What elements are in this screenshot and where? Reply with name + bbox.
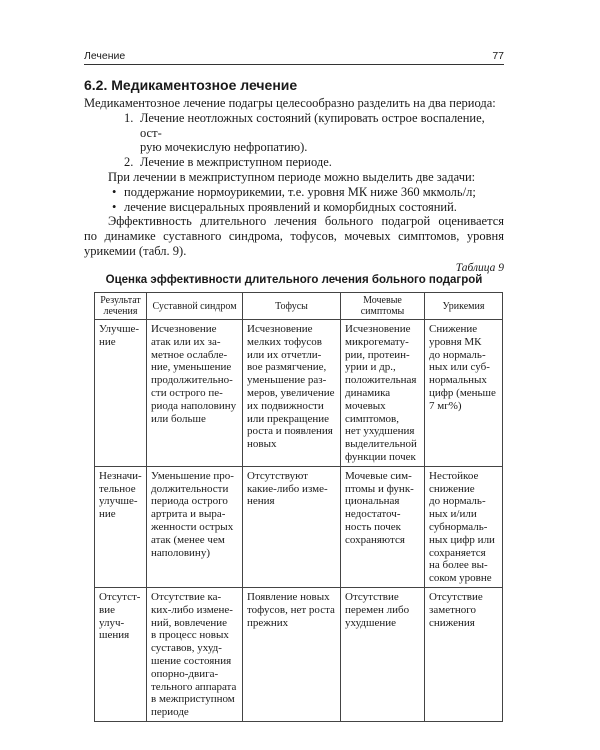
header-line: Результат — [100, 295, 141, 306]
cell-line: динамика — [345, 386, 391, 399]
cell-line: до нормаль- — [429, 348, 486, 361]
cell-line: циональная — [345, 495, 400, 508]
list-item — [84, 111, 504, 155]
cell-line: нет ухудшения — [345, 425, 415, 438]
table-cell — [243, 320, 341, 467]
tasks-intro: При лечении в межприступном периоде можно выделить две задачи: — [108, 169, 476, 184]
cell-line: прежних — [247, 616, 289, 629]
table-cell — [147, 587, 243, 721]
cell-line: или больше — [151, 412, 206, 425]
result-cell — [95, 587, 147, 721]
table-cell — [425, 587, 503, 721]
list-item — [84, 155, 504, 170]
table-cell — [341, 466, 425, 587]
periods-list — [84, 111, 504, 170]
cell-line: артрита и выра- — [151, 508, 226, 521]
table-title: Оценка эффективности длительного лечения больного подагрой — [105, 274, 483, 286]
header-rule — [84, 64, 504, 65]
cell-line: субнормаль- — [429, 520, 488, 533]
cell-line: ных цифр или — [429, 533, 495, 546]
cell-line: какие-либо изме- — [247, 482, 328, 495]
cell-line: мелких тофусов — [247, 335, 322, 348]
cell-line: Снижение — [429, 323, 478, 335]
header-line: Урикемия — [442, 300, 485, 312]
cell-line: сохраняется — [429, 546, 486, 559]
cell-line: перемен либо — [345, 603, 410, 616]
cell-line: должительности — [151, 482, 229, 495]
table-header-row — [95, 293, 503, 320]
header-line: Тофусы — [275, 300, 308, 312]
cell-line: тельное — [99, 482, 136, 495]
page-number: 77 — [492, 50, 504, 62]
cell-line: их подвижности — [247, 399, 324, 412]
list-item-line: рую мочекислую нефропатию). — [140, 140, 308, 155]
list-number: 2. — [124, 155, 134, 170]
bullet-icon: • — [112, 199, 117, 214]
cell-line: метное ослабле- — [151, 348, 228, 361]
header-line: Мочевые — [363, 295, 402, 306]
cell-line: наполовину) — [151, 546, 210, 559]
column-header — [243, 293, 341, 320]
cell-line: продолжительно- — [151, 374, 233, 387]
header-line: симптомы — [360, 306, 405, 317]
cell-line: Исчезновение — [345, 323, 411, 335]
cell-line: Мочевые сим- — [345, 469, 412, 482]
table-cell — [243, 587, 341, 721]
table-cell — [341, 320, 425, 467]
cell-line: ухудшение — [345, 616, 396, 629]
cell-line: периоде — [151, 706, 189, 719]
column-header — [95, 293, 147, 320]
list-item-text: лечение висцеральных проявлений и коморбидных состояний. — [124, 199, 457, 214]
cell-line: на более вы- — [429, 559, 488, 572]
table-row — [95, 587, 503, 721]
cell-line: мочевых — [345, 399, 386, 412]
cell-line: Отсутствие — [345, 590, 399, 603]
list-item-line: Лечение неотложных состояний (купировать острое воспаление, ост- — [140, 110, 485, 140]
cell-line: ние — [99, 335, 116, 348]
cell-line: уровня МК — [429, 335, 482, 348]
cell-line: выделительной — [345, 438, 417, 451]
body-text — [84, 96, 504, 259]
cell-line: атак (менее чем — [151, 533, 225, 546]
cell-line: снижения — [429, 616, 475, 629]
cell-line: ние — [99, 508, 116, 521]
cell-line: ных и/или — [429, 508, 477, 521]
evaluation-paragraph — [84, 214, 504, 258]
cell-line: ность почек — [345, 520, 401, 533]
cell-line: урии и др., — [345, 361, 396, 374]
cell-line: Исчезновение — [247, 323, 313, 335]
evaluation-table — [94, 292, 503, 722]
cell-line: заметного — [429, 603, 477, 616]
cell-line: в межприступном — [151, 693, 235, 706]
cell-line: ных или суб- — [429, 361, 490, 374]
cell-line: риода наполовину — [151, 399, 237, 412]
cell-line: периода острого — [151, 495, 228, 508]
cell-line: недостаточ- — [345, 508, 401, 521]
cell-line: нормальных — [429, 374, 487, 387]
list-item-text: поддержание нормоурикемии, т.е. уровня МК ниже 360 мкмоль/л; — [124, 184, 476, 199]
cell-line: вое размягчение, — [247, 361, 327, 374]
cell-line: Нестойкое — [429, 469, 479, 482]
intro-paragraph: Медикаментозное лечение подагры целесообразно разделить на два периода: — [84, 96, 496, 110]
cell-line: нения — [247, 495, 275, 508]
cell-line: ний, вовлечение — [151, 616, 227, 629]
column-header — [147, 293, 243, 320]
cell-line: рии, протеин- — [345, 348, 410, 361]
cell-line: уменьшение раз- — [247, 374, 327, 387]
cell-line: Отсутствие ка- — [151, 590, 222, 603]
table-cell — [425, 320, 503, 467]
cell-line: Отсутствуют — [247, 469, 308, 482]
cell-line: ких-либо измене- — [151, 603, 233, 616]
cell-line: Уменьшение про- — [151, 469, 234, 482]
cell-line: суставов, ухуд- — [151, 642, 222, 655]
table-cell — [147, 466, 243, 587]
table-row — [95, 466, 503, 587]
cell-line: роста и появления — [247, 425, 333, 438]
result-cell — [95, 320, 147, 467]
running-header — [84, 50, 504, 64]
table-row — [95, 320, 503, 467]
table-cell — [243, 466, 341, 587]
result-cell — [95, 466, 147, 587]
cell-line: Отсутствие — [429, 590, 483, 603]
list-item — [84, 200, 504, 215]
tasks-list — [84, 185, 504, 215]
cell-line: или их отчетли- — [247, 348, 322, 361]
cell-line: Улучше- — [99, 323, 140, 335]
cell-line: женности острых — [151, 520, 234, 533]
column-header — [425, 293, 503, 320]
table-label: Таблица 9 — [455, 262, 504, 274]
list-item — [84, 185, 504, 200]
cell-line: 7 мг%) — [429, 399, 462, 412]
table-cell — [425, 466, 503, 587]
cell-line: улучше- — [99, 495, 138, 508]
cell-line: в процесс новых — [151, 629, 229, 642]
cell-line: до нормаль- — [429, 495, 486, 508]
cell-line: соком уровне — [429, 572, 492, 585]
header-line: Суставной синдром — [152, 300, 237, 312]
cell-line: тельного аппарата — [151, 680, 237, 693]
cell-line: атак или их за- — [151, 335, 221, 348]
cell-line: шения — [99, 629, 130, 642]
cell-line: Появление новых — [247, 590, 330, 603]
cell-line: вие улуч- — [99, 603, 125, 629]
cell-line: меров, увеличение — [247, 386, 335, 399]
cell-line: положительная — [345, 374, 417, 387]
list-number: 1. — [124, 110, 134, 125]
list-item-line: Лечение в межприступном периоде. — [140, 155, 332, 170]
table-cell — [341, 587, 425, 721]
cell-line: новых — [247, 438, 277, 451]
bullet-icon: • — [112, 184, 117, 199]
section-title: 6.2. Медикаментозное лечение — [84, 77, 298, 93]
cell-line: тофусов, нет роста — [247, 603, 335, 616]
table-cell — [147, 320, 243, 467]
cell-line: шение состояния — [151, 654, 232, 667]
paragraph-line: Эффективность длительного лечения больного подагрой оценивается — [108, 214, 504, 229]
header-section-name: Лечение — [84, 50, 126, 62]
cell-line: сохраняются — [345, 533, 405, 546]
cell-line: ние, уменьшение — [151, 361, 232, 374]
paragraph-line: по динамике суставного синдрома, тофусов, мочевых симптомов, уровня — [84, 229, 504, 244]
cell-line: или прекращение — [247, 412, 330, 425]
cell-line: снижение — [429, 482, 475, 495]
cell-line: Незначи- — [99, 469, 142, 482]
cell-line: опорно-двига- — [151, 667, 219, 680]
header-line: лечения — [103, 306, 138, 317]
cell-line: Исчезновение — [151, 323, 217, 335]
cell-line: Отсутст- — [99, 590, 141, 603]
cell-line: цифр (меньше — [429, 386, 496, 399]
cell-line: симптомов, — [345, 412, 399, 425]
cell-line: птомы и функ- — [345, 482, 414, 495]
cell-line: функции почек — [345, 450, 416, 463]
cell-line: сти острого пе- — [151, 386, 223, 399]
column-header — [341, 293, 425, 320]
cell-line: микрогемату- — [345, 335, 409, 348]
paragraph-line: урикемии (табл. 9). — [84, 243, 187, 258]
